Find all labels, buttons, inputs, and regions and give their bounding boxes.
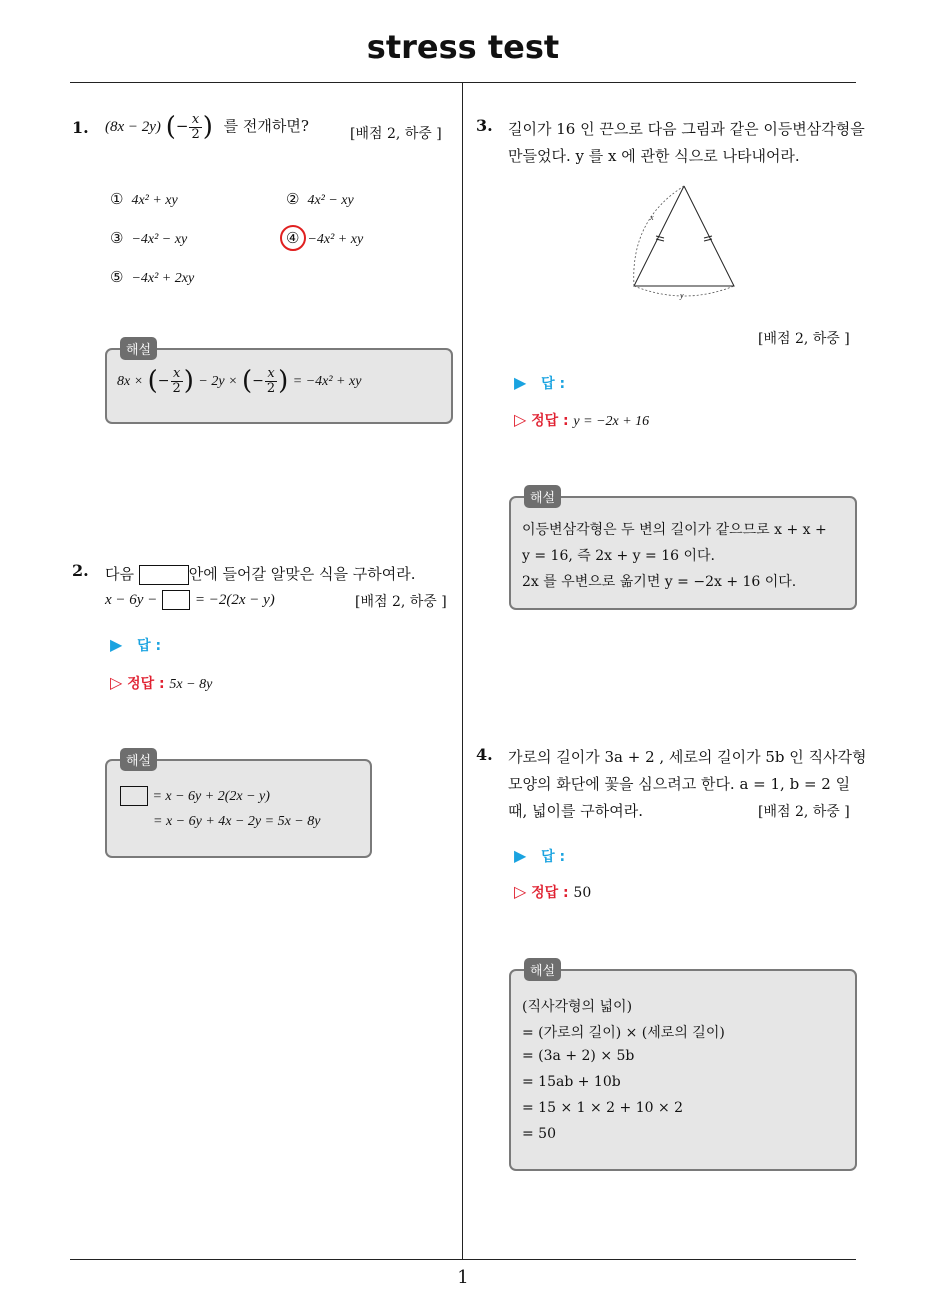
- answer-arrow-icon: ▶: [110, 635, 123, 654]
- q2-solution-tag: 해설: [120, 748, 157, 771]
- q4-answer-row[interactable]: ▶ 답 :: [514, 846, 566, 865]
- q3-score: [배점 2, 하중 ]: [758, 331, 850, 347]
- q4-solution-line-3: = (3a + 2) × 5b: [522, 1048, 635, 1064]
- page-title: stress test: [366, 28, 560, 66]
- q3-key-row: ▷ 정답 : y = −2x + 16: [514, 410, 650, 429]
- key-arrow-icon: ▷: [110, 673, 123, 692]
- q3-answer-row[interactable]: ▶ 답 :: [514, 373, 566, 392]
- key-arrow-icon: ▷: [514, 410, 527, 429]
- answer-arrow-icon: ▶: [514, 373, 527, 392]
- q1-choice-3[interactable]: ③ −4x² − xy: [110, 229, 188, 247]
- figure-label-x: x: [650, 213, 654, 222]
- q4-stem-line3: 때, 넓이를 구하여라.: [508, 802, 643, 820]
- question-2-number: 2.: [72, 561, 89, 580]
- q4-solution-line-5: = 15 × 1 × 2 + 10 × 2: [522, 1100, 684, 1116]
- footer-rule: [70, 1259, 856, 1260]
- q1-fraction: $\frac{x}{2}$: [191, 111, 200, 142]
- q1-solution-tag: 해설: [120, 337, 157, 360]
- question-1-stem: (8x − 2y) (− $\frac{x}{2}$ ) 를 전개하면?: [105, 111, 309, 142]
- blank-box: [120, 786, 148, 806]
- q2-key-row: ▷ 정답 : 5x − 8y: [110, 673, 213, 692]
- q3-solution-tag: 해설: [524, 485, 561, 508]
- question-3-number: 3.: [476, 116, 493, 135]
- q4-solution-line-2: = (가로의 길이) × (세로의 길이): [522, 1025, 725, 1041]
- q2-stem-line1: 다음 안에 들어갈 알맞은 식을 구하여라.: [105, 565, 416, 583]
- q1-solution: 8x × (− $\frac{x}{2}$ ) − 2y × (− $\frac{x}{2}$ ) = −4x² + xy: [117, 365, 362, 396]
- answer-arrow-icon: ▶: [514, 846, 527, 865]
- q4-stem-line1: 가로의 길이가 3a + 2 , 세로의 길이가 5b 인 직사각형: [508, 748, 867, 766]
- question-1-number: 1.: [72, 118, 89, 137]
- q1-choice-4[interactable]: ④ −4x² + xy: [286, 229, 363, 248]
- key-arrow-icon: ▷: [514, 882, 527, 901]
- q2-solution-line2: = x − 6y + 4x − 2y = 5x − 8y: [153, 814, 321, 829]
- q2-score: [배점 2, 하중 ]: [355, 594, 447, 610]
- q4-solution-tag: 해설: [524, 958, 561, 981]
- q3-solution-line1: 이등변삼각형은 두 변의 길이가 같으므로 x + x +: [522, 522, 827, 538]
- q1-score: [배점 2, 하중 ]: [350, 126, 442, 142]
- q4-solution-line-1: (직사각형의 넓이): [522, 999, 633, 1015]
- blank-box: [139, 565, 189, 585]
- header-rule: [70, 82, 856, 83]
- column-divider: [462, 82, 463, 1260]
- q2-solution-box: [105, 759, 372, 858]
- figure-label-y: y: [680, 291, 684, 300]
- q3-solution-line2: y = 16, 즉 2x + y = 16 이다.: [522, 548, 715, 564]
- q2-solution-line1: = x − 6y + 2(2x − y): [120, 786, 270, 806]
- isosceles-triangle-figure: [626, 180, 742, 302]
- q2-stem-line2: x − 6y − = −2(2x − y): [105, 592, 275, 608]
- page-number: 1: [457, 1267, 469, 1288]
- q3-stem-line1: 길이가 16 인 끈으로 다음 그림과 같은 이등변삼각형을: [508, 120, 865, 138]
- q1-text: 를 전개하면?: [223, 117, 309, 135]
- q1-choice-1[interactable]: ① 4x² + xy: [110, 190, 178, 208]
- q1-expr-left: (8x − 2y): [105, 119, 161, 135]
- q3-stem-line2: 만들었다. y 를 x 에 관한 식으로 나타내어라.: [508, 147, 800, 165]
- question-4-number: 4.: [476, 745, 493, 764]
- q3-solution-line3: 2x 를 우변으로 옮기면 y = −2x + 16 이다.: [522, 574, 797, 590]
- q1-choice-5[interactable]: ⑤ −4x² + 2xy: [110, 268, 195, 286]
- q4-score: [배점 2, 하중 ]: [758, 804, 850, 820]
- selected-answer-circle: [280, 225, 306, 251]
- q2-answer-row[interactable]: ▶ 답 :: [110, 635, 162, 654]
- blank-box: [162, 590, 190, 610]
- q4-stem-line2: 모양의 화단에 꽃을 심으려고 한다. a = 1, b = 2 일: [508, 775, 851, 793]
- q1-choice-2[interactable]: ② 4x² − xy: [286, 190, 354, 208]
- q4-key-row: ▷ 정답 : 50: [514, 882, 592, 901]
- q4-solution-line-4: = 15ab + 10b: [522, 1074, 621, 1090]
- q4-solution-line-6: = 50: [522, 1126, 556, 1142]
